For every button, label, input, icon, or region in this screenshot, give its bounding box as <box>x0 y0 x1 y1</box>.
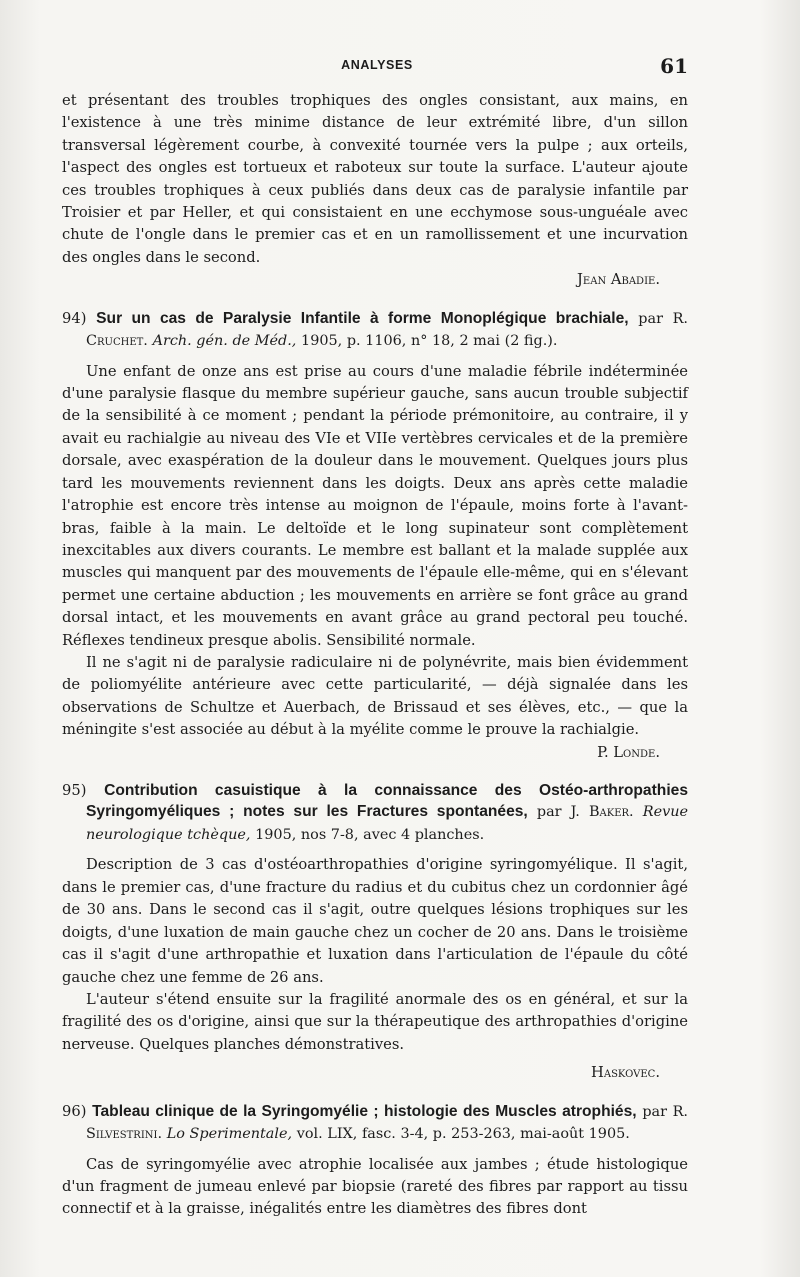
paragraph: Cas de syringomyélie avec atrophie localisée aux jambes ; étude histologique d'un fragment de jumeau enlevé par biopsie (rareté des fibres par rapport au tissu connectif et à la graisse, inégalités entre les diamètres des fibres dont <box>62 1155 688 1218</box>
page-number: 61 <box>660 54 688 78</box>
article-heading <box>62 1101 688 1146</box>
article-title: Sur un cas de Paralysie Infantile à forme Monoplégique brachiale, <box>96 309 629 327</box>
paragraph: L'auteur s'étend ensuite sur la fragilité anormale des os en général, et sur la fragilité des os d'origine, ainsi que sur la thérapeutique des arthropathies d'origine nerveuse. Quelques planches démonstratives. <box>62 990 688 1053</box>
running-title: ANALYSES <box>341 58 413 72</box>
article-heading <box>62 308 688 353</box>
citation-details: vol. LIX, fasc. 3-4, p. 253-263, mai-août 1905. <box>296 1126 630 1143</box>
article-title: Contribution casuistique à la connaissance des Ostéo-arthropathies Syringomyéliques ; notes sur les Fractures spontanées, <box>86 781 689 821</box>
article-number: 94) <box>62 309 87 327</box>
signature: P. Londe. <box>597 743 660 761</box>
article-94 <box>62 308 688 764</box>
continuation-paragraph: et présentant des troubles trophiques des ongles consistant, aux mains, en l'existence à une très minime distance de leur extrémité libre, d'un sillon transversal légèrement courbe, à convexité tournée vers la pulpe ; aux orteils, l'aspect des ongles est tortueux et raboteux sur toute la surface. L'auteur ajoute ces troubles trophiques à ceux publiés dans deux cas de paralysie infantile par Troisier et par Heller, et qui consistaient en une ecchymose sous-unguéale avec chute de l'ongle dans le premier cas et en un ramollissement et une incurvation des ongles dans le second. <box>62 92 688 266</box>
article-number: 96) <box>62 1102 87 1120</box>
citation-details: 1905, nos 7-8, avec 4 planches. <box>255 826 485 843</box>
citation-journal: Lo Sperimentale, <box>166 1126 293 1143</box>
signature: Haskovec. <box>591 1064 660 1082</box>
article-title: Tableau clinique de la Syringomyélie ; histologie des Muscles atrophiés, <box>92 1102 637 1120</box>
article-number: 95) <box>62 781 87 799</box>
paragraph: Une enfant de onze ans est prise au cours d'une maladie fébrile indéterminée d'une paralysie flasque du membre supérieur gauche, sans aucun trouble subjectif de la sensibilité à ce moment ; pendant la période prémonitoire, au contraire, il y avait eu rachialgie au niveau des VIe et VIIe vertèbres cervicales et de la première dorsale, avec exaspération de la douleur dans le mouvement. Quelques jours plus tard les mouvements reviennent dans les doigts. Deux ans après cette maladie l'atrophie est encore très intense au moignon de l'épaule, moins forte à l'avant-bras, faible à la main. Le deltoïde et le long supinateur sont complètement inexcitables aux divers courants. Le membre est ballant et la malade supplée aux muscles qui manquent par des mouvements de l'épaule elle-même, qui en s'élevant permet une certaine abduction ; les mouvements en arrière se font grâce au grand dorsal intact, et les mouvements en avant grâce au grand pectoral peu touché. Réflexes tendineux presque abolis. Sensibilité normale. <box>62 362 688 649</box>
citation-author: Baker. <box>588 804 634 821</box>
citation-journal: Arch. gén. de Méd., <box>152 333 297 350</box>
citation-author: Cruchet. <box>86 333 148 350</box>
page-header <box>62 54 692 76</box>
paragraph: Il ne s'agit ni de paralysie radiculaire ni de polynévrite, mais bien évidemment de poliomyélite antérieure avec cette particularité, — déjà signalée dans les observations de Schultze et Auerbach, de Brissaud et ses élèves, etc., — que la méningite s'est associée au début à la myélite comme le prouve la rachialgie. <box>62 653 688 739</box>
signature: Jean Abadie. <box>577 271 660 289</box>
article-95 <box>62 780 688 1085</box>
citation-by: par R. <box>642 1103 688 1120</box>
citation-by: par J. <box>536 804 580 821</box>
article-heading <box>62 780 688 847</box>
citation-journal: Revue neurologique tchèque, <box>86 804 689 843</box>
article-96 <box>62 1101 688 1221</box>
paragraph: Description de 3 cas d'ostéoarthropathies d'origine syringomyélique. Il s'agit, dans le premier cas, d'une fracture du radius et du cubitus chez un cordonnier âgé de 30 ans. Dans le second cas il s'agit, outre quelques lésions trophiques sur les doigts, d'une luxation de main gauche chez un cocher de 20 ans. Dans le troisième cas il s'agit d'une arthropathie et luxation dans l'articulation de l'épaule du côté gauche chez une femme de 26 ans. <box>62 856 688 986</box>
text-column <box>62 90 688 1221</box>
citation-author: Silvestrini. <box>86 1126 163 1143</box>
citation-by: par R. <box>638 310 688 327</box>
citation-details: 1905, p. 1106, n° 18, 2 mai (2 fig.). <box>301 333 558 350</box>
